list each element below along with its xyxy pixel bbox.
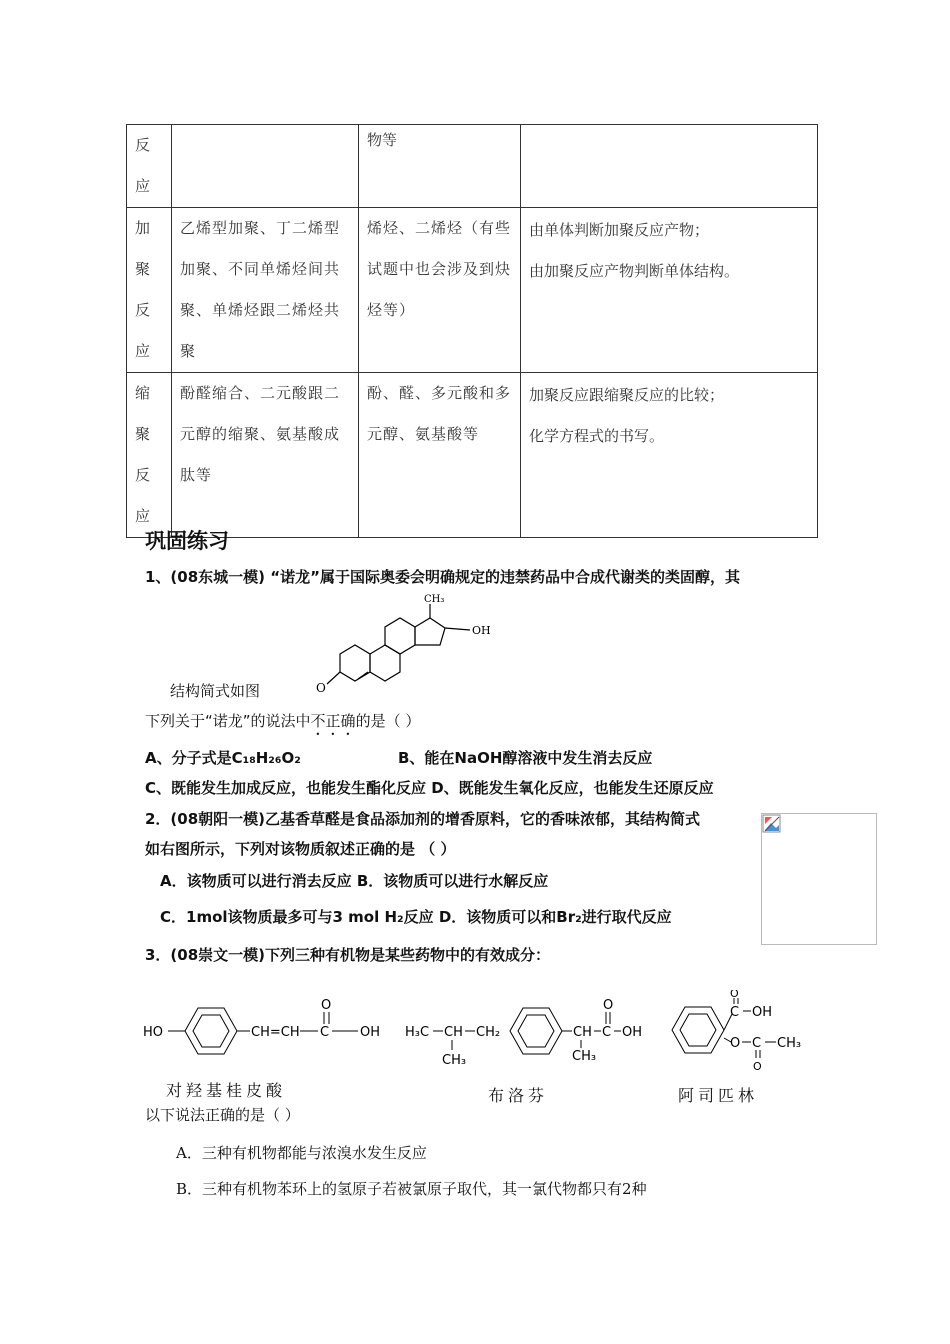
q1-stem: 1、(08东城一模) “诺龙”属于国际奥委会明确规定的违禁药品中合成代谢类的类固醇，其 xyxy=(145,568,740,586)
ethyl-vanillin-image-placeholder xyxy=(761,813,877,945)
c-label: C xyxy=(320,1025,330,1040)
c-label: C xyxy=(730,1005,740,1020)
o-label: O xyxy=(730,990,739,1000)
type-char: 反 xyxy=(135,466,151,484)
o-label: O xyxy=(316,681,326,695)
points-cell xyxy=(521,373,818,538)
q2-options-cd: C．1mol该物质最多可与3 mol H₂反应 D．该物质可以和Br₂进行取代反应 xyxy=(160,908,672,926)
section-title: 巩固练习 xyxy=(145,529,229,553)
reactants-cell: 酚、醛、多元酸和多元醇、氨基酸等 xyxy=(359,373,521,538)
table-row xyxy=(127,125,818,208)
ch3-label: CH₃ xyxy=(572,1049,597,1064)
q3-stem: 3．(08崇文一模)下列三种有机物是某些药物中的有效成分： xyxy=(145,946,551,964)
ho-label: HO xyxy=(143,1025,164,1040)
q1-ask-emphasis: 不正确 xyxy=(310,712,356,730)
examples-cell xyxy=(172,125,359,208)
type-char: 应 xyxy=(135,177,151,195)
q1-ask-post: 的是（ ） xyxy=(355,712,421,730)
q3-option-b: B．三种有机物苯环上的氢原子若被氯原子取代，其一氯代物都只有2种 xyxy=(176,1180,647,1198)
q3-molecules xyxy=(140,990,820,1070)
q1-option-b: B、能在NaOH醇溶液中发生消去反应 xyxy=(398,749,653,767)
q1-option-a: A、分子式是C₁₈H₂₆O₂ xyxy=(145,749,301,767)
type-cell xyxy=(127,125,172,208)
examples-cell: 酚醛缩合、二元酸跟二元醇的缩聚、氨基酸成肽等 xyxy=(172,373,359,538)
q2-stem-1: 2．(08朝阳一模)乙基香草醛是食品添加剂的增香原料，它的香味浓郁，其结构简式 xyxy=(145,810,701,828)
type-char: 应 xyxy=(135,507,151,525)
points-cell xyxy=(521,125,818,208)
table-row xyxy=(127,208,818,373)
ibuprofen-structure xyxy=(405,998,642,1068)
oh-label: OH xyxy=(752,1005,773,1020)
ch-label: CH xyxy=(444,1025,463,1040)
ch3-label: CH₃ xyxy=(424,594,445,605)
mol2-label: 布洛芬 xyxy=(488,1086,549,1105)
mol1-label: 对羟基桂皮酸 xyxy=(166,1081,287,1100)
type-char: 应 xyxy=(135,342,151,360)
point-line: 化学方程式的书写。 xyxy=(529,427,665,445)
ch2-label: CH₂ xyxy=(476,1025,501,1040)
type-char: 加 xyxy=(135,219,151,237)
p-hydroxycinnamic-acid-structure xyxy=(143,998,380,1054)
reactants-cell: 烯烃、二烯烃（有些试题中也会涉及到炔烃等） xyxy=(359,208,521,373)
ch3-label: CH₃ xyxy=(442,1053,467,1068)
type-char: 聚 xyxy=(135,260,151,278)
o-label: O xyxy=(321,998,332,1013)
q1-options-cd: C、既能发生加成反应，也能发生酯化反应 D、既能发生氧化反应，也能发生还原反应 xyxy=(145,779,714,797)
reactants-cell: 物等 xyxy=(359,125,521,208)
oh-label: OH xyxy=(622,1025,643,1040)
o-label: O xyxy=(753,1060,762,1070)
ch3-label: CH₃ xyxy=(777,1036,802,1051)
ch-label: CH xyxy=(573,1025,592,1040)
examples-cell: 乙烯型加聚、丁二烯型加聚、不同单烯烃间共聚、单烯烃跟二烯烃共聚 xyxy=(172,208,359,373)
point-line: 加聚反应跟缩聚反应的比较； xyxy=(529,386,725,404)
type-char: 聚 xyxy=(135,425,151,443)
type-char: 反 xyxy=(135,136,151,154)
q1-struct-label: 结构简式如图 xyxy=(170,682,261,700)
points-cell xyxy=(521,208,818,373)
nandrolone-structure xyxy=(310,592,510,698)
o-label: O xyxy=(603,998,614,1013)
chain-label: CH=CH xyxy=(251,1025,300,1040)
broken-image-icon xyxy=(762,814,782,834)
type-cell xyxy=(127,373,172,538)
q1-ask xyxy=(145,710,420,739)
reaction-table xyxy=(126,124,818,538)
q2-options-ab: A．该物质可以进行消去反应 B．该物质可以进行水解反应 xyxy=(160,872,549,890)
q1-ask-pre: 下列关于“诺龙”的说法中 xyxy=(145,712,311,730)
o-label: O xyxy=(730,1036,741,1051)
point-line: 由加聚反应产物判断单体结构。 xyxy=(529,262,740,280)
q2-stem-2: 如右图所示，下列对该物质叙述正确的是 （ ） xyxy=(145,840,456,858)
oh-label: OH xyxy=(472,624,491,637)
h3c-label: H₃C xyxy=(405,1025,430,1040)
table-row xyxy=(127,373,818,538)
type-char: 缩 xyxy=(135,384,151,402)
oh-label: OH xyxy=(360,1025,381,1040)
point-line: 由单体判断加聚反应产物； xyxy=(529,221,710,239)
c-label: C xyxy=(602,1025,612,1040)
c-label: C xyxy=(752,1036,762,1051)
aspirin-structure xyxy=(672,990,801,1070)
q3-option-a: A．三种有机物都能与浓溴水发生反应 xyxy=(176,1144,427,1162)
type-cell xyxy=(127,208,172,373)
q3-ask: 以下说法正确的是（ ） xyxy=(145,1106,300,1124)
type-char: 反 xyxy=(135,301,151,319)
mol3-label: 阿司匹林 xyxy=(678,1086,759,1105)
